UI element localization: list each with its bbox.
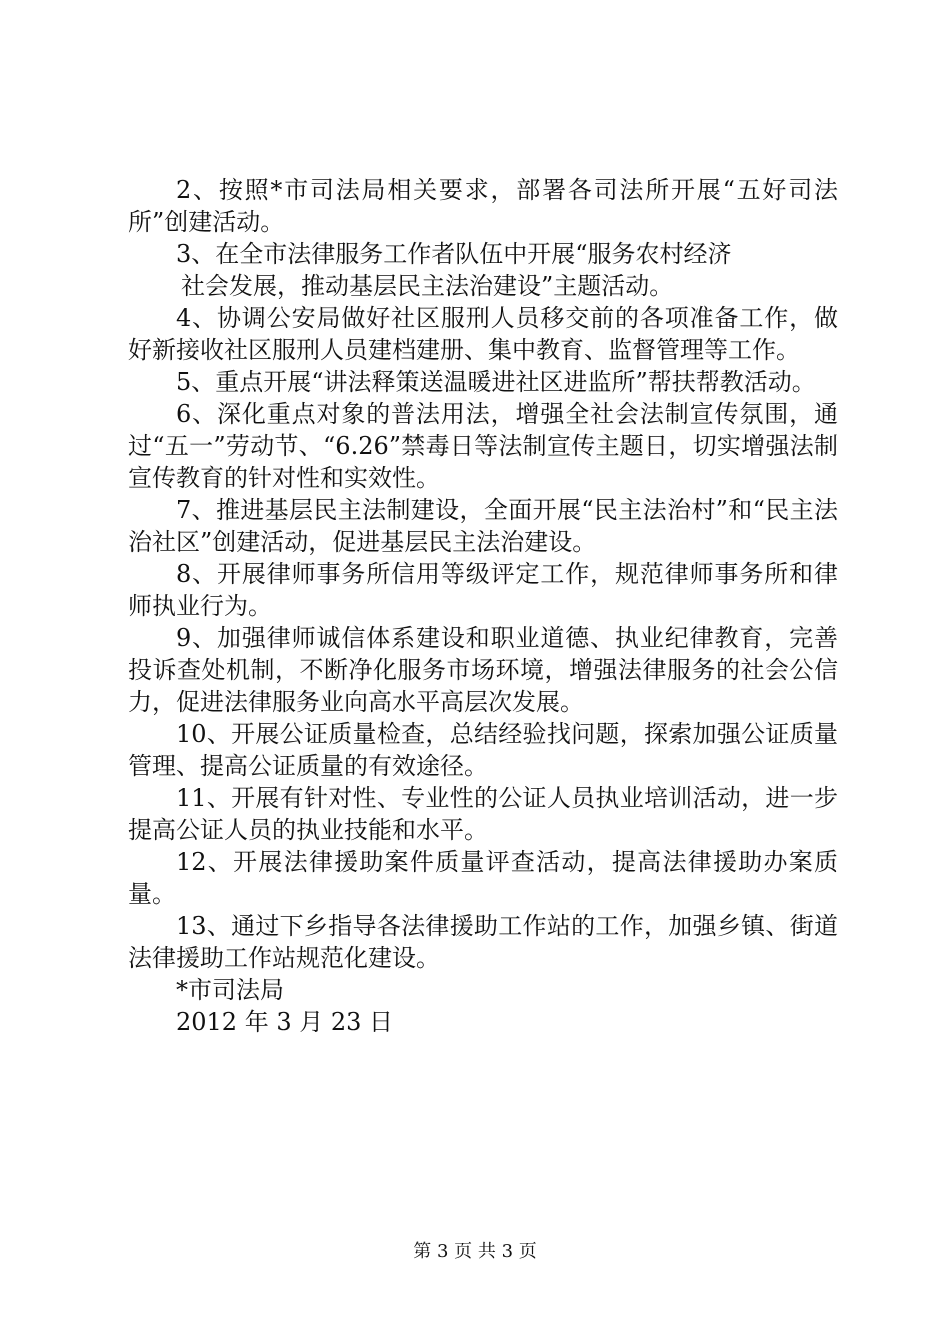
signature-date: 2012 年 3 月 23 日 (176, 1008, 394, 1036)
paragraph-7: 7、推进基层民主法制建设，全面开展“民主法治村”和“民主法治社区”创建活动，促进基层民主法治建设。 (128, 496, 838, 556)
paragraph-13: 13、通过下乡指导各法律援助工作站的工作，加强乡镇、街道法律援助工作站规范化建设。 (128, 912, 838, 972)
paragraph-8: 8、开展律师事务所信用等级评定工作，规范律师事务所和律师执业行为。 (128, 560, 838, 620)
page-footer: 第 3 页 共 3 页 (413, 1241, 537, 1262)
paragraph-11: 11、开展有针对性、专业性的公证人员执业培训活动，进一步提高公证人员的执业技能和水平。 (128, 784, 838, 844)
paragraph-4: 4、协调公安局做好社区服刑人员移交前的各项准备工作，做好新接收社区服刑人员建档建册、集中教育、监督管理等工作。 (128, 304, 838, 364)
paragraph-9: 9、加强律师诚信体系建设和职业道德、执业纪律教育，完善投诉查处机制，不断净化服务市场环境，增强法律服务的社会公信力，促进法律服务业向高水平高层次发展。 (128, 624, 838, 716)
paragraph-3 (128, 238, 838, 302)
paragraph-3-line-1: 3、在全市法律服务工作者队伍中开展“服务农村经济 (176, 240, 732, 268)
paragraph-2: 2、按照*市司法局相关要求，部署各司法所开展“五好司法所”创建活动。 (128, 176, 838, 236)
paragraph-10: 10、开展公证质量检查，总结经验找问题，探索加强公证质量管理、提高公证质量的有效途径。 (128, 720, 838, 780)
paragraph-3-line-2: 社会发展，推动基层民主法治建设”主题活动。 (181, 272, 674, 300)
paragraph-6: 6、深化重点对象的普法用法，增强全社会法制宣传氛围，通过“五一”劳动节、“6.26”禁毒日等法制宣传主题日，切实增强法制宣传教育的针对性和实效性。 (128, 400, 838, 492)
paragraph-12: 12、开展法律援助案件质量评查活动，提高法律援助办案质量。 (128, 848, 838, 908)
signature-organization: *市司法局 (176, 976, 284, 1004)
document-body (128, 174, 838, 1038)
paragraph-5: 5、重点开展“讲法释策送温暖进社区进监所”帮扶帮教活动。 (176, 368, 816, 396)
